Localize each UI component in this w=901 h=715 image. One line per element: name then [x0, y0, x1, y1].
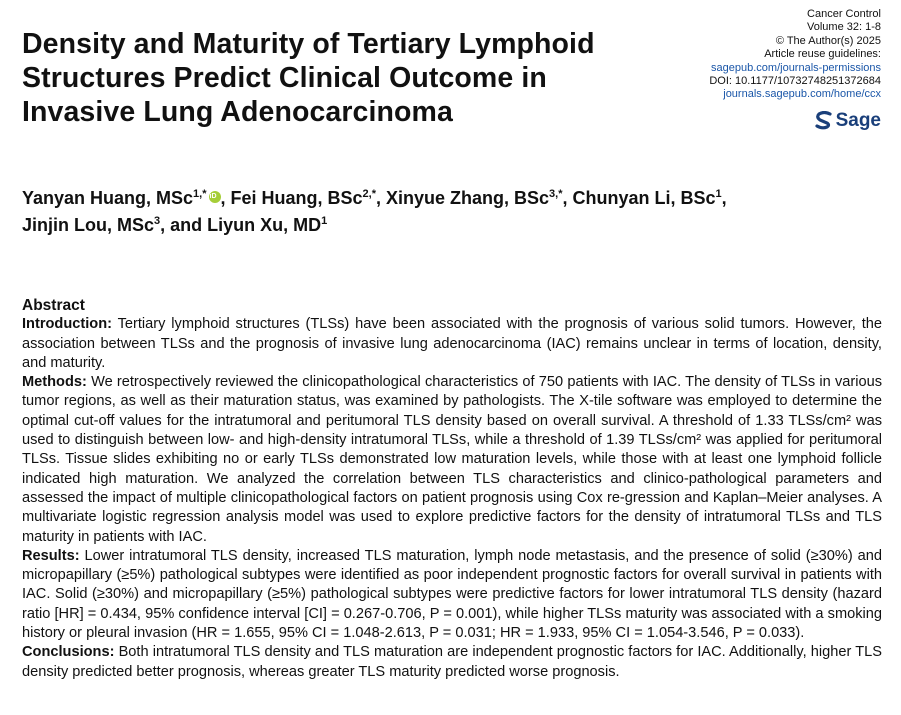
- abstract-methods: [22, 373, 882, 547]
- conclusions-text: Both intratumoral TLS density and TLS maturation are independent prognostic factors for IAC. Additionally, higher TLS density predicted better prognosis, whereas greater TLS maturity predicted worse prognosis.: [22, 644, 882, 680]
- sage-s-icon: [815, 111, 833, 131]
- orcid-icon[interactable]: [209, 191, 221, 203]
- publisher-logo: [815, 110, 881, 132]
- author-affiliation: 1,*: [193, 188, 207, 200]
- title-line-3: Invasive Lung Adenocarcinoma: [22, 96, 453, 128]
- publisher-name: Sage: [835, 110, 881, 131]
- abstract-results: [22, 547, 882, 643]
- author-name: Jinjin Lou, MSc: [22, 215, 155, 235]
- methods-text: We retrospectively reviewed the clinicopathological characteristics of 750 patients with IAC. The density of TLSs in various tumor regions, as well as their maturation status, was examined by pathologists. The X-tile software was employed to determine the optimal cut-off values for the intratumoral and peritumoral TLS density based on overall survival. A threshold of 1.33 TLSs/cm² was used to distinguish between low- and high-density intratumoral TLSs, while a threshold of 1.39 TLSs/cm² was applied for peritumoral TLSs. Tissue slides exhibiting no or early TLSs demonstrated low maturation levels, while those with at least one lymphoid follicle indicated high maturation. We analyzed the correlation between TLS characteristics and clinico-pathological parameters and assessed the impact of multiple clinicopathological factors on patient prognosis using Cox re-gression and Kaplan–Meier analyses. A multivariate logistic regression analysis model was used to explore predictive factors for the density of intratumoral TLSs and TLS maturity in patients with IAC.: [22, 374, 882, 545]
- journal-volume: Volume 32: 1-8: [807, 21, 881, 34]
- introduction-text: Tertiary lymphoid structures (TLSs) have been associated with the prognosis of various solid tumors. However, the association between TLSs and the prognosis of invasive lung adenocarcinoma (IAC) remains unclear in terms of location, density, and maturity.: [22, 316, 882, 371]
- permissions-link[interactable]: sagepub.com/journals-permissions: [711, 61, 881, 74]
- author-affiliation: 3,*: [549, 188, 563, 200]
- author-affiliation: 1: [715, 188, 722, 200]
- author-affiliation: 2,*: [362, 188, 377, 200]
- abstract: [22, 296, 882, 682]
- author-name: Yanyan Huang, MSc: [22, 188, 194, 208]
- author-name: , Xinyue Zhang, BSc: [376, 188, 550, 208]
- doi[interactable]: DOI: 10.1177/10732748251372684: [709, 75, 881, 88]
- results-label: Results:: [22, 547, 80, 564]
- author-line-1: [22, 185, 882, 212]
- author-name: , Fei Huang, BSc: [220, 188, 363, 208]
- abstract-heading: Abstract: [22, 297, 85, 314]
- results-text: Lower intratumoral TLS density, increased TLS maturation, lymph node metastasis, and the presence of solid (≥30%) and micropapillary (≥5%) pathological subtypes were identified as poor independent prognostic factors for overall survival in patients with IAC. Solid (≥30%) and micropapillary (≥5%) pathological subtypes were predictive factors for lower intratumoral TLS density (hazard ratio [HR] = 0.434, 95% confidence interval [CI] = 0.267-0.706, P = 0.001), while higher TLSs maturity was associated with a smoking history or pleural invasion (HR = 1.655, 95% CI = 1.048-2.613, P = 0.031; HR = 1.933, 95% CI = 1.054-3.546, P = 0.033).: [22, 547, 882, 642]
- title-line-1: Density and Maturity of Tertiary Lymphoid: [22, 28, 595, 60]
- journal-name: Cancer Control: [807, 8, 881, 20]
- journal-home-link[interactable]: journals.sagepub.com/home/ccx: [723, 88, 881, 101]
- author-separator: ,: [721, 188, 727, 208]
- conclusions-label: Conclusions:: [22, 644, 115, 661]
- author-name: , Chunyan Li, BSc: [562, 188, 716, 208]
- author-list: [22, 185, 882, 239]
- author-affiliation: 1: [321, 215, 328, 227]
- copyright: © The Author(s) 2025: [775, 34, 881, 47]
- abstract-introduction: [22, 315, 882, 373]
- title-line-2: Structures Predict Clinical Outcome in: [22, 62, 547, 94]
- author-name: , and Liyun Xu, MD: [160, 215, 322, 235]
- author-affiliation: 3: [154, 215, 161, 227]
- reuse-label: Article reuse guidelines:: [764, 48, 881, 61]
- introduction-label: Introduction:: [22, 316, 112, 333]
- methods-label: Methods:: [22, 374, 87, 391]
- journal-metadata: [709, 8, 881, 102]
- article-title: [22, 27, 662, 129]
- abstract-conclusions: [22, 643, 882, 682]
- author-line-2: [22, 212, 882, 239]
